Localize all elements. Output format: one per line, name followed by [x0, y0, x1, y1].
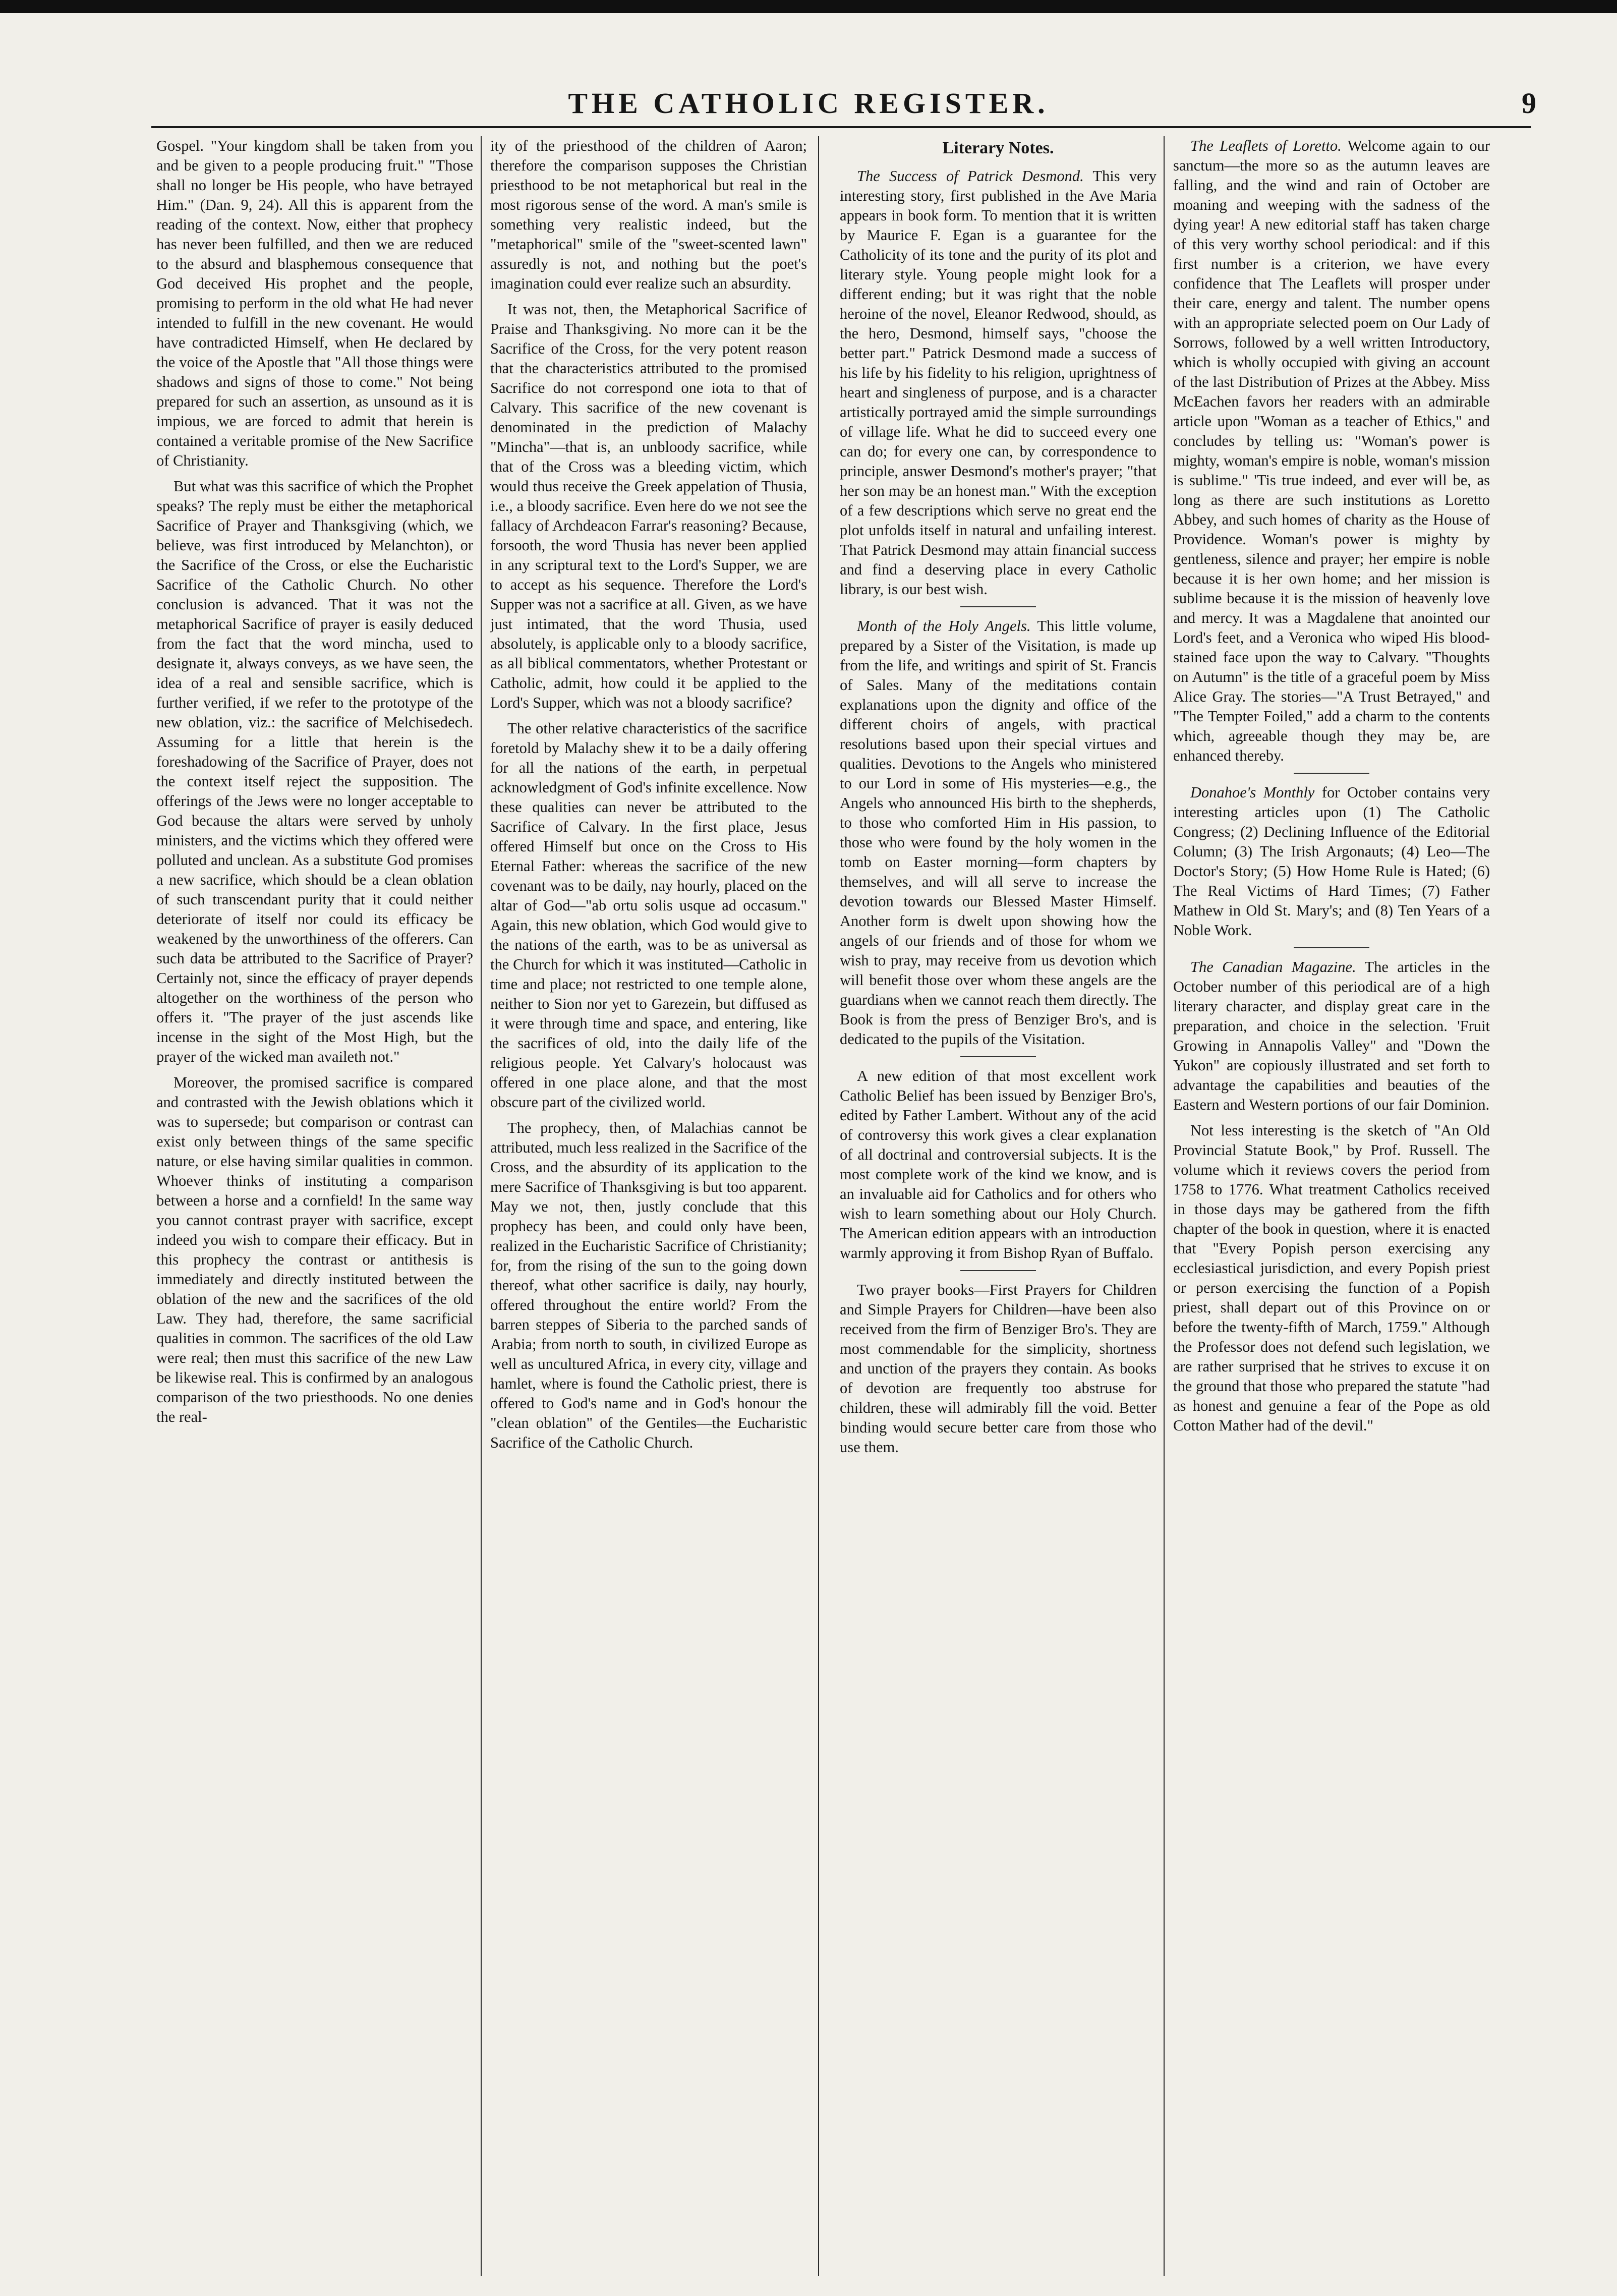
separator-rule [960, 606, 1036, 607]
paragraph: Not less interesting is the sketch of "An Old Provincial Statute Book," by Prof. Russell. The volume which it reviews covers the period from 1758 to 1776. What treatment Catholics received in those days may be gathered from the fifth chapter of the book in question, where it is enacted that "Every Popish person exercising any ecclesiastical jurisdiction, and every Popish priest or person exercising the function of a Popish priest, shall depart out of this Province on or before the twenty-fifth of March, 1759." Although the Professor does not defend such legislation, we are rather surprised that he strives to excuse it on the ground that those who prepared the statute "had as honest and genuine a fear of the Pope as old Cotton Mather had of the devil." [1173, 1122, 1490, 1434]
column-divider [481, 136, 482, 2276]
review-title: Month of the Holy Angels. [857, 617, 1031, 635]
review-text: This little volume, prepared by a Sister of the Visitation, is made up from the life, and writings and spirit of St. Francis of Sales. Many of the meditations contain explanations upon the dignity and office of the different choirs of angels, with practical resolutions based upon their special virtues and qualities. Devotions to the Angels who ministered to our Lord in some of His mysteries—e.g., the Angels who announced His birth to the shepherds, to those who comforted Him in His passion, to those who were found by the holy women in the tomb on Easter morning—form chapters by themselves, and will all serve to increase the devotion towards our Blessed Master Himself. Another form is dwelt upon showing how the angels of our friends and of those for whom we wish to pray, may receive from us devotion which will benefit those over whom these angels are the guardians when we cannot reach them directly. The Book is from the press of Benziger Bro's, and is dedicated to the pupils of the Visitation. [840, 617, 1157, 1048]
separator-rule [960, 1270, 1036, 1271]
top-border [0, 0, 1617, 13]
paragraph: Moreover, the promised sacrifice is compared and contrasted with the Jewish oblations which it was to supersede; but comparison or contrast can exist only between things of the same specific nature, or else having similar qualities in common. Whoever thinks of instituting a comparison between a horse and a cornfield! In the same way you cannot contrast prayer with sacrifice, except indeed you wish to compare their efficacy. But in this prophecy the contrast or antithesis is immediately and directly instituted between the oblation of the new and the sacrifices of the old Law. They had, therefore, the same sacrificial qualities in common. The sacrifices of the old Law were real; then must this sacrifice of the new Law be likewise real. This is confirmed by an analogous comparison of the two priesthoods. No one denies the real- [156, 1074, 473, 1425]
separator-rule [1294, 773, 1369, 774]
column-divider [1164, 136, 1165, 2276]
review-text: Welcome again to our sanctum—the more so as the autumn leaves are falling, and the wind and rain of October are moaning and weeping with the sadness of the dying year! A new editorial staff has taken charge of this very worthy school periodical: and if this first number is a criterion, we have every confidence that The Leaflets will prosper under their care, energy and talent. The number opens with an appropriate selected poem on Our Lady of Sorrows, followed by a well written Introductory, which is wholly occupied with giving an account of the last Distribution of Prizes at the Abbey. Miss McEachen favors her readers with an admirable article upon "Woman as a teacher of Ethics," and concludes by telling us: "Woman's power is mighty, woman's empire is noble, woman's mission is sublime." 'Tis true indeed, and ever will be, as long as there are such institutions as Loretto Abbey, and such homes of charity as the House of Providence. Woman's power is mighty by gentleness, silence and prayer; her empire is noble because it is her own home; and her mission is sublime because it is the mission of heavenly love and mercy. It was a Magdalene that anointed our Lord's feet, and a Veronica who wiped His blood-stained face upon the way to Calvary. "Thoughts on Autumn" is the title of a graceful poem by Miss Alice Gray. The stories—"A Trust Betrayed," and "The Tempter Foiled," add a charm to the contents which, agreeable though they may be, are enhanced thereby. [1173, 137, 1490, 764]
paragraph: ity of the priesthood of the children of Aaron; therefore the comparison supposes the Christian priesthood to be not metaphorical but real in the most rigorous sense of the word. A man's smile is something very realistic indeed, but the "metaphorical" smile of the "sweet-scented lawn" assuredly is not, and nothing but the poet's imagination could ever realize such an absurdity. [490, 137, 807, 292]
paragraph: Gospel. "Your kingdom shall be taken from you and be given to a people producing fruit." "Those shall no longer be His people, who have betrayed Him." (Dan. 9, 24). All this is apparent from the reading of the context. Now, either that prophecy has never been fulfilled, and then we are reduced to the absurd and blasphemous consequence that God deceived His prophet and the people, promising to perform in the old what He had never intended to fulfill in the new covenant. He would have contradicted Himself, when He declared by the voice of the Apostle that "All those things were shadows and signs of those to come." Not being prepared for such an assertion, as unsound as it is impious, we are forced to admit that herein is contained a veritable promise of the New Sacrifice of Christianity. [156, 137, 473, 469]
review-text: for October contains very interesting articles upon (1) The Catholic Congress; (2) Declining Influence of the Editorial Column; (3) The Irish Argonauts; (4) Leo—The Doctor's Story; (5) How Home Rule is Hated; (6) The Real Victims of Hard Times; (7) Father Mathew in Old St. Mary's; and (8) Ten Years of a Noble Work. [1173, 784, 1490, 939]
paragraph: It was not, then, the Metaphorical Sacrifice of Praise and Thanksgiving. No more can it be the Sacrifice of the Cross, for the very potent reason that the characteristics attributed to the promised Sacrifice do not correspond one iota to that of Calvary. This sacrifice of the new covenant is denominated in the prediction of Malachy "Mincha"—that is, an unbloody sacrifice, while that of the Cross was a bleeding victim, which would thus receive the Greek appelation of Thusia, i.e., a bloody sacrifice. Even here do we not see the fallacy of Archdeacon Farrar's reasoning? Because, forsooth, the word Thusia has never been applied in any scriptural text to the Lord's Supper, we are to accept as his sequence. Therefore the Lord's Supper was not a sacrifice at all. Given, as we have just intimated, that the word Thusia, used absolutely, is applicable only to a bloody sacrifice, as all biblical commentators, whether Protestant or Catholic, admit, how could it be applied to the Lord's Supper, which was not a bloody sacrifice? [490, 301, 807, 711]
review-paragraph [840, 166, 1157, 599]
review-text: This very interesting story, first published in the Ave Maria appears in book form. To mention that it is written by Maurice F. Egan is a guarantee for the Catholicity of its tone and the purity of its plot and literary style. Young people might look for a different ending; but it was right that the noble heroine of the novel, Eleanor Redwood, should, as the hero, Desmond, himself says, "choose the better part." Patrick Desmond made a success of his life by his fidelity to his religion, uprightness of heart and singleness of purpose, and is a character artistically portrayed amid the simple surroundings of village life. What he did to succeed every one can do; for every one can, by correspondence to principle, answer Desmond's mother's prayer; "that her son may be an honest man." With the exception of a few descriptions which serve no great end the plot unfolds itself in natural and unfailing interest. That Patrick Desmond may attain financial success and find a deserving place in every Catholic library, is our best wish. [840, 167, 1157, 598]
review-title: The Leaflets of Loretto. [1190, 137, 1342, 154]
section-heading: Literary Notes. [942, 139, 1054, 157]
paragraph: A new edition of that most excellent work Catholic Belief has been issued by Benziger Bro's, edited by Father Lambert. Without any of the acid of controversy this work gives a clear explanation of all doctrinal and controversial subjects. It is the most complete work of the kind we know, and is an invaluable aid for Catholics and for others who wish to learn something about our Holy Church. The American edition appears with an introduction warmly approving it from Bishop Ryan of Buffalo. [840, 1067, 1157, 1261]
review-title: Donahoe's Monthly [1190, 784, 1315, 801]
paragraph: The prophecy, then, of Malachias cannot be attributed, much less realized in the Sacrifice of the Cross, and the absurdity of its application to the mere Sacrifice of Thanksgiving is but too apparent. May we not, then, justly conclude that this prophecy has been, and could only have been, realized in the Eucharistic Sacrifice of Christianity; for, from the rising of the sun to the going down thereof, what other sacrifice is daily, nay hourly, offered throughout the entire world? From the barren steppes of Siberia to the parched sands of Arabia; from north to south, in civilized Europe as well as uncultured Africa, in every city, village and hamlet, where is found the Catholic priest, there is offered to God's name and in God's honour the "clean oblation" of the Gentiles—the Eucharistic Sacrifice of the Catholic Church. [490, 1119, 807, 1451]
separator-rule [960, 1056, 1036, 1057]
masthead [0, 76, 1617, 121]
literary-notes-column [840, 136, 1157, 2276]
paragraph: But what was this sacrifice of which the Prophet speaks? The reply must be either the metaphorical Sacrifice of Prayer and Thanksgiving (which, we believe, was first introduced by Melanchton), or the Sacrifice of the Cross, or else the Eucharistic Sacrifice of the Catholic Church. No other conclusion is advanced. That it was not the metaphorical Sacrifice of prayer is easily deduced from the fact that the word mincha, used to designate it, always conveys, as we have seen, the idea of a real and sensible sacrifice, which is further verified, if we refer to the prototype of the new oblation, viz.: the sacrifice of Melchisedech. Assuming for a little that herein is the foreshadowing of the Sacrifice of Prayer, does not the context itself reject the supposition. The offerings of the Jews were no longer acceptable to God because the altars were served by unholy ministers, and the victims which they offered were polluted and unclean. As a substitute God promises a new sacrifice, which should be a clean oblation of such transcendant purity that it could neither deteriorate of itself nor could its efficacy be weakened by the unworthiness of the offerers. Can such data be attributed to the Sacrifice of Prayer? Certainly not, since the efficacy of prayer depends altogether on the worthiness of the person who offers it. "The prayer of the just ascends like incense in the sight of the Most High, but the prayer of the wicked man availeth not." [156, 478, 473, 1065]
review-paragraph [840, 616, 1157, 1049]
article-column-2 [490, 136, 807, 2276]
article-column-1 [156, 136, 473, 2276]
article-column-4 [1173, 136, 1490, 2276]
paragraph: Two prayer books—First Prayers for Children and Simple Prayers for Children—have been also received from the firm of Benziger Bro's. They are most commendable for the simplicity, shortness and unction of the prayers they contain. As books of devotion are frequently too abstruse for children, these will admirably fill the void. Better binding would secure better care from those who use them. [840, 1281, 1157, 1456]
review-title: The Canadian Magazine. [1190, 958, 1356, 975]
review-paragraph [1173, 957, 1490, 1115]
newspaper-title: THE CATHOLIC REGISTER. [568, 87, 1049, 120]
review-title: The Success of Patrick Desmond. [857, 167, 1084, 185]
page-number: 9 [1522, 87, 1536, 120]
review-paragraph [1173, 136, 1490, 766]
review-paragraph [1173, 783, 1490, 940]
header-rule [151, 126, 1531, 128]
separator-rule [1294, 947, 1369, 948]
paragraph: The other relative characteristics of the sacrifice foretold by Malachy shew it to be a daily offering for all the nations of the earth, in perpetual acknowledgment of God's infinite excellence. Now these qualities can never be attributed to the Sacrifice of Calvary. In the first place, Jesus offered Himself but once on the Cross to His Eternal Father: whereas the sacrifice of the new covenant was to be daily, nay hourly, placed on the altar of God—"ab ortu solis usque ad occasum." Again, this new oblation, which God would give to the nations of the earth, was to be as universal as the Church for which it was instituted—Catholic in time and place; not restricted to one temple alone, neither to Sion nor yet to Garezein, but diffused as it were through time and space, and entering, like the sacrifices of old, into the daily life of the religious people. Yet Calvary's holocaust was offered in one place alone, and that the most obscure part of the civilized world. [490, 720, 807, 1111]
review-text: The articles in the October number of this periodical are of a high literary character, and display great care in the preparation, and choice in the selection. 'Fruit Growing in Annapolis Valley" and "Down the Yukon" are copiously illustrated and set forth to advantage the capabilities and beauties of the Eastern and Western portions of our fair Dominion. [1173, 958, 1490, 1113]
column-divider [818, 136, 819, 2276]
